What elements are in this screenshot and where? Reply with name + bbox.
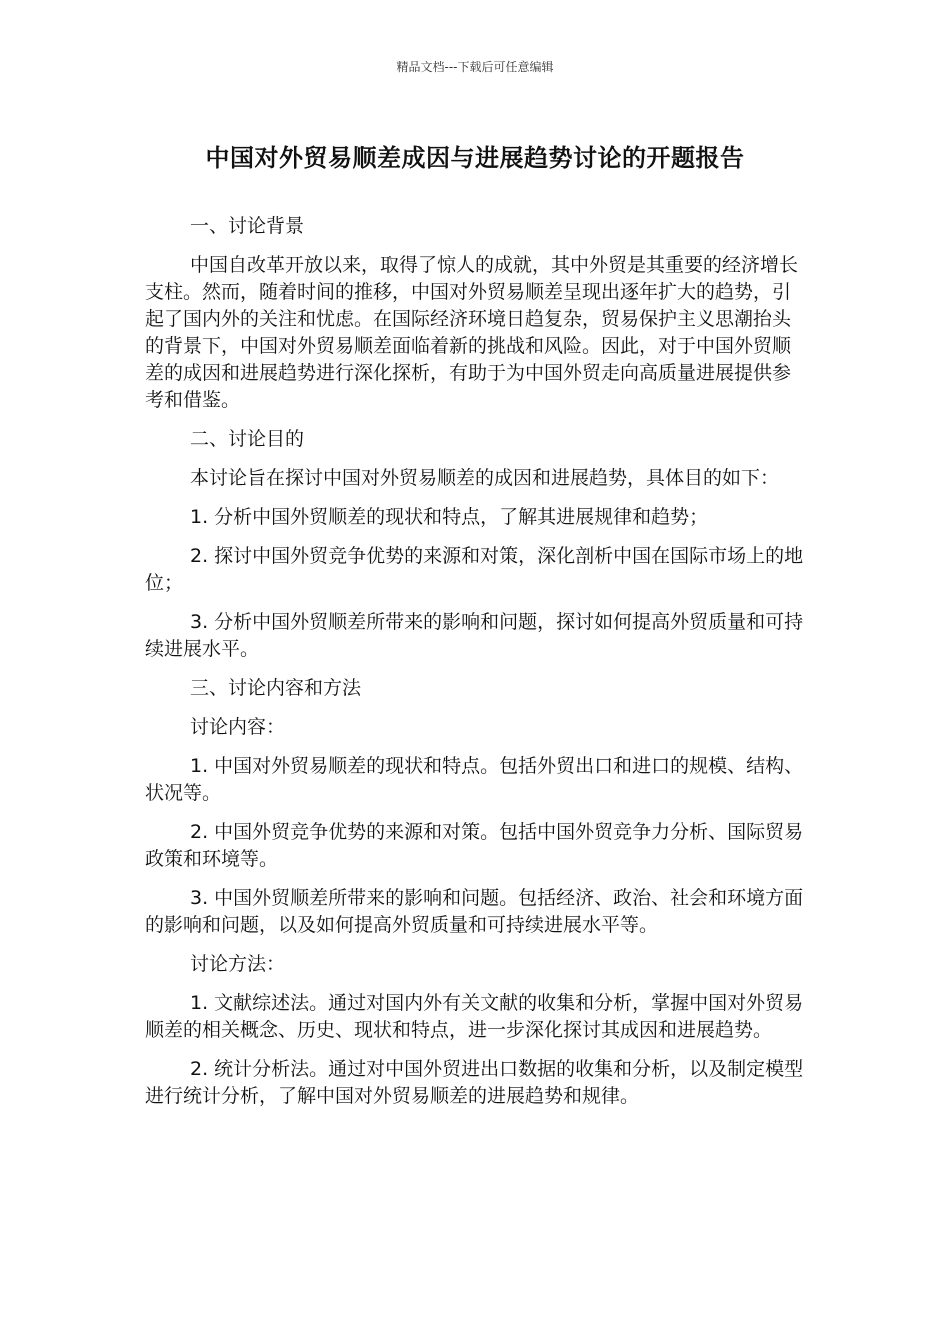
subheading-content: 讨论内容：: [190, 716, 286, 738]
section-heading-content-methods: 三、讨论内容和方法: [190, 677, 362, 699]
paragraph-background: 中国自改革开放以来，取得了惊人的成就，其中外贸是其重要的经济增长支柱。然而，随着时间的推移，中国对外贸易顺差呈现出逐年扩大的趋势，引起了国内外的关注和忧虑。在国际经济环境日趋复杂，贸易保护主义思潮抬头的背景下，中国对外贸易顺差面临着新的挑战和风险。因此，对于中国外贸顺差的成因和进展趋势进行深化探析，有助于为中国外贸走向高质量进展提供参考和借鉴。: [145, 254, 799, 411]
content-item-1: 1. 中国对外贸易顺差的现状和特点。包括外贸出口和进口的规模、结构、状况等。: [145, 755, 804, 804]
paragraph-purpose-intro: 本讨论旨在探讨中国对外贸易顺差的成因和进展趋势，具体目的如下：: [190, 467, 780, 489]
section-heading-background: 一、讨论背景: [190, 215, 305, 237]
document-title: 中国对外贸易顺差成因与进展趋势讨论的开题报告: [205, 144, 745, 172]
subheading-methods: 讨论方法：: [190, 953, 286, 975]
header-note: 精品文档---下载后可任意编辑: [396, 60, 554, 74]
purpose-item-1: 1. 分析中国外贸顺差的现状和特点，了解其进展规律和趋势；: [190, 506, 709, 528]
section-heading-purpose: 二、讨论目的: [190, 428, 305, 450]
purpose-item-2: 2. 探讨中国外贸竞争优势的来源和对策，深化剖析中国在国际市场上的地位；: [145, 545, 804, 594]
purpose-item-3: 3. 分析中国外贸顺差所带来的影响和问题，探讨如何提高外贸质量和可持续进展水平。: [145, 611, 804, 660]
content-item-3: 3. 中国外贸顺差所带来的影响和问题。包括经济、政治、社会和环境方面的影响和问题，以及如何提高外贸质量和可持续进展水平等。: [145, 887, 804, 936]
method-item-2: 2. 统计分析法。通过对中国外贸进出口数据的收集和分析，以及制定模型进行统计分析，了解中国对外贸易顺差的进展趋势和规律。: [145, 1058, 804, 1107]
content-item-2: 2. 中国外贸竞争优势的来源和对策。包括中国外贸竞争力分析、国际贸易政策和环境等。: [145, 821, 804, 870]
method-item-1: 1. 文献综述法。通过对国内外有关文献的收集和分析，掌握中国对外贸易顺差的相关概念、历史、现状和特点，进一步深化探讨其成因和进展趋势。: [145, 992, 804, 1041]
document-body: [145, 213, 805, 1122]
